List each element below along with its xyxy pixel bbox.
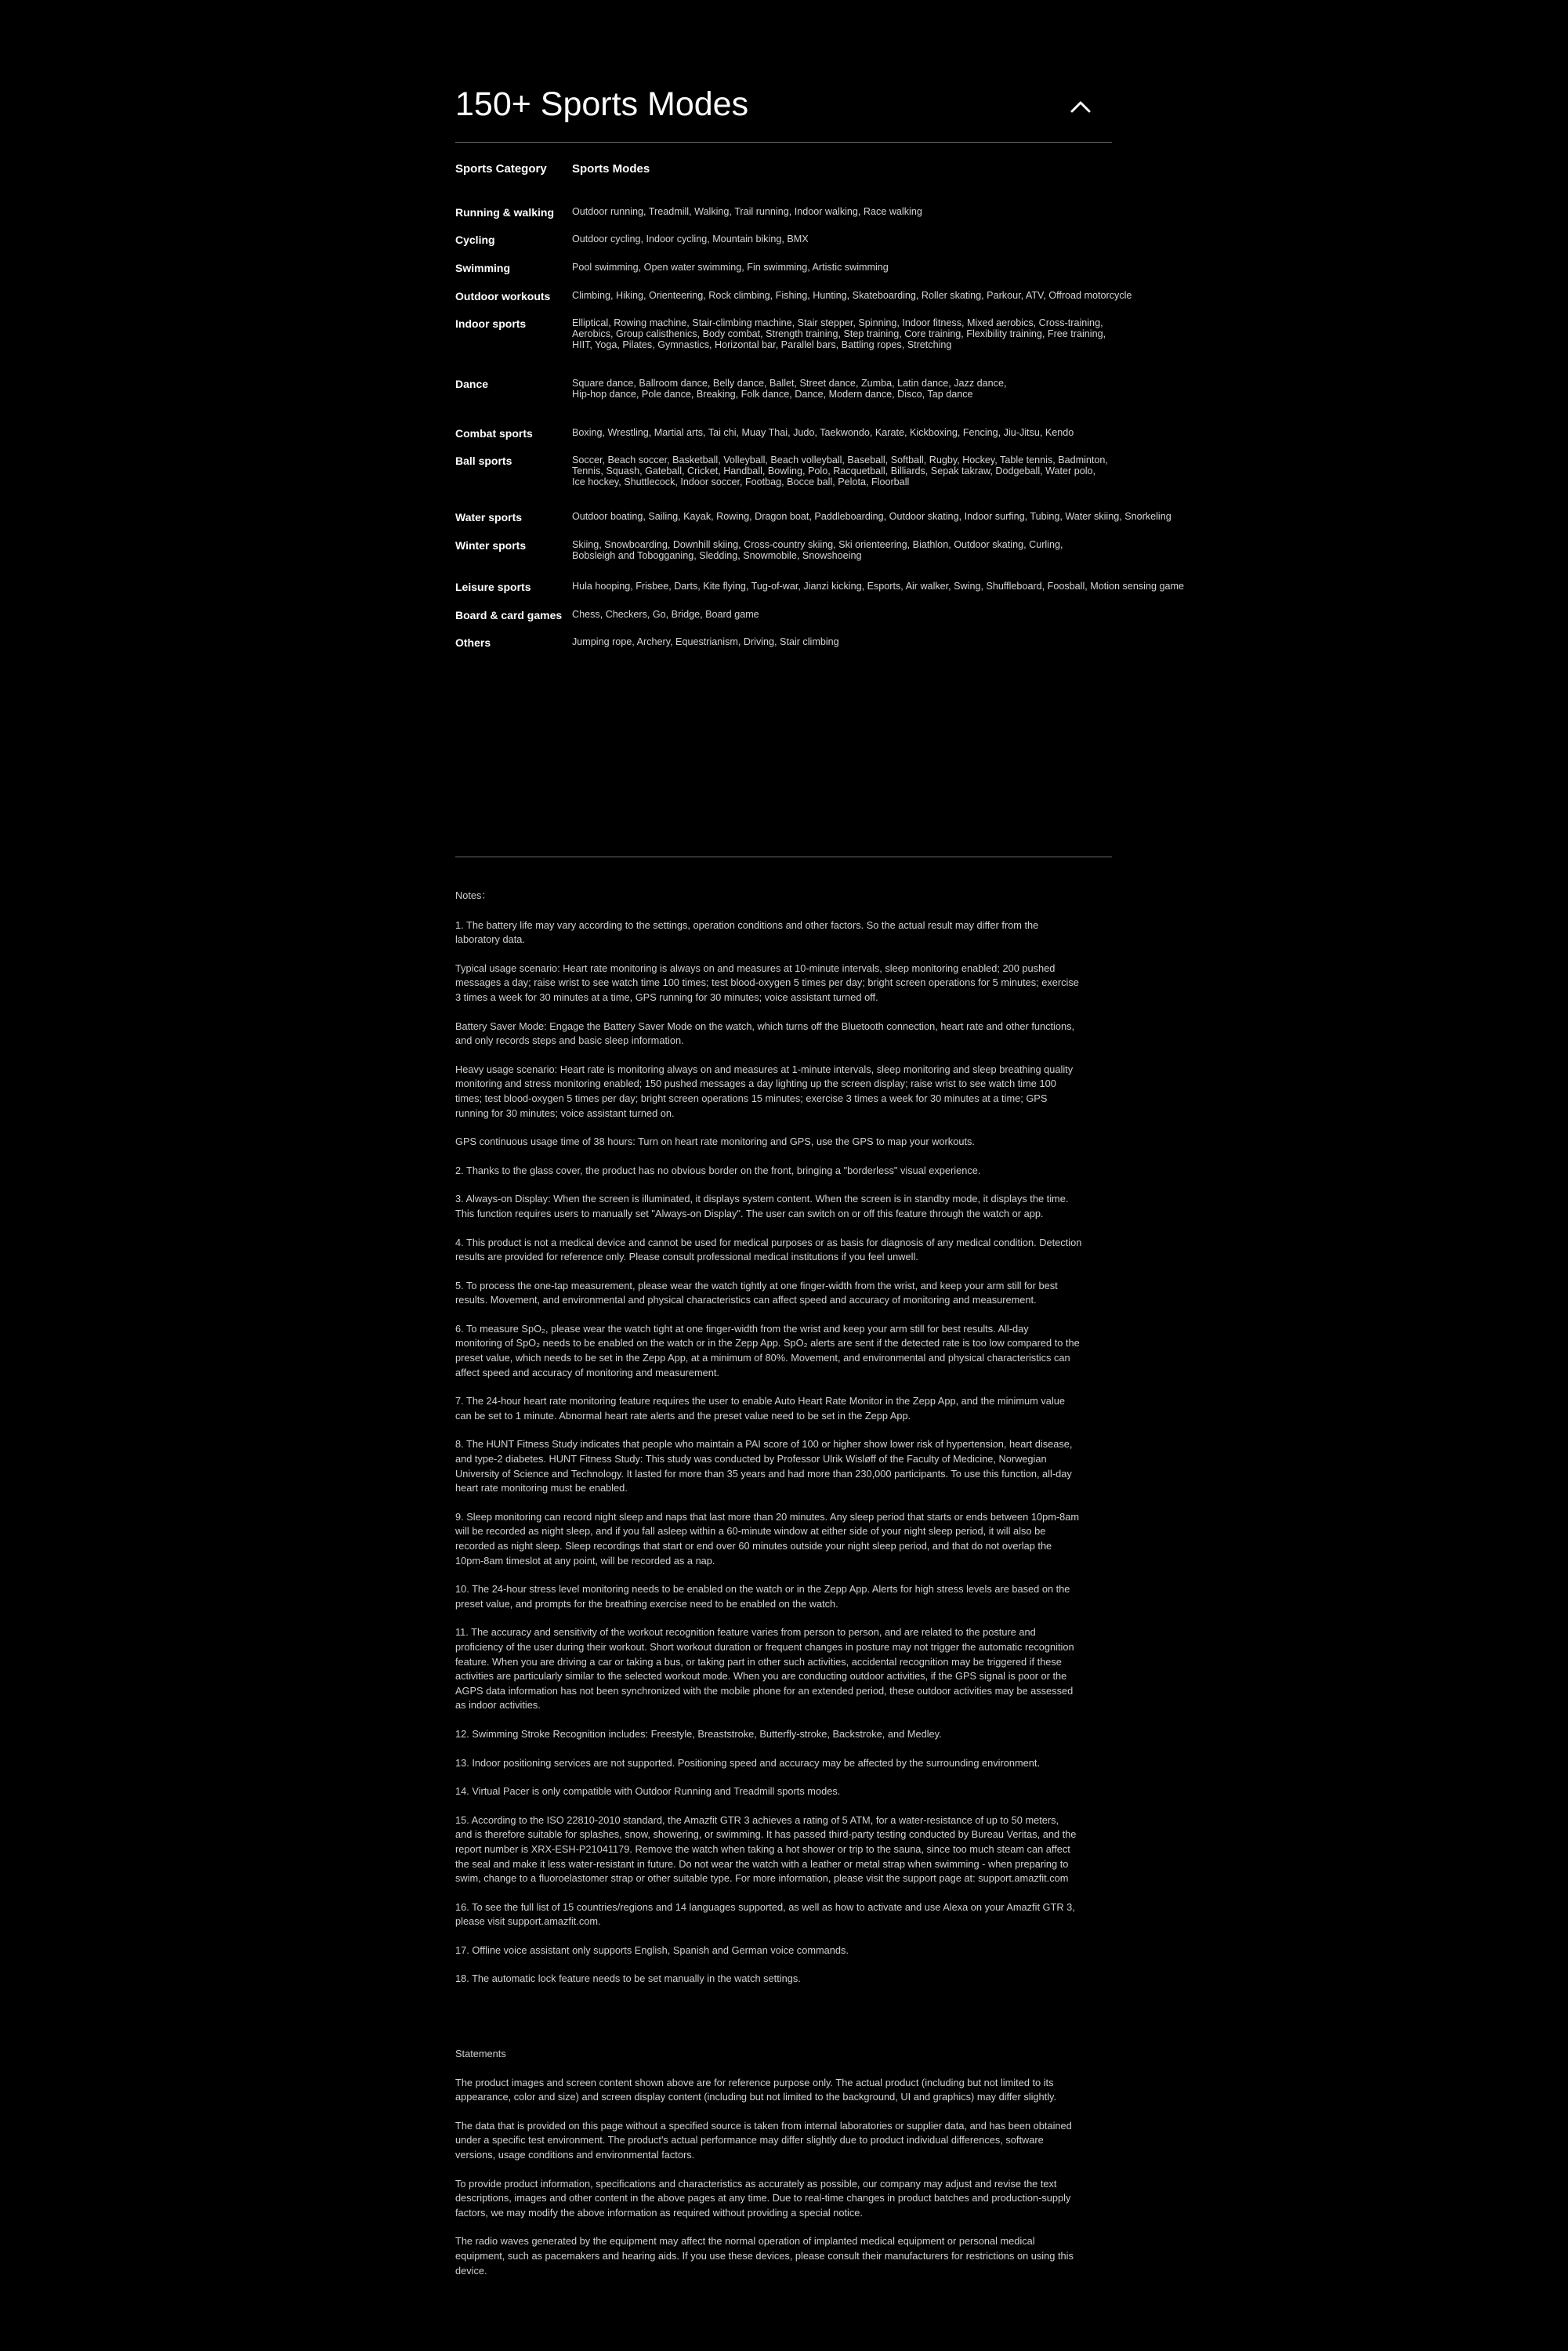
- sports-category: Cycling: [455, 234, 495, 246]
- note-paragraph: [455, 1943, 1137, 1958]
- note-line: Heavy usage scenario: Heart rate is monitoring always on and measures at 1-minute intervals, sleep monitoring and sleep breathing quality: [455, 1063, 1074, 1075]
- note-line: Battery Saver Mode: Engage the Battery Saver Mode on the watch, which turns off the Bluetooth connection, heart rate and other functions,: [455, 1020, 1075, 1032]
- note-line: times; test blood-oxygen 5 times per day; bright screen operations 15 minutes; exercise 3 times a week for 30 minutes at a time; GPS: [455, 1092, 1048, 1104]
- note-paragraph: [455, 1582, 1137, 1611]
- note-line: 3 times a week for 30 minutes at a time, GPS running for 30 minutes; voice assistant turned off.: [455, 991, 878, 1003]
- note-line: and is therefore suitable for splashes, snow, showering, or swimming. It has passed third-party testing conducted by Bureau Veritas, and the: [455, 1828, 1077, 1841]
- note-paragraph: [455, 1063, 1137, 1121]
- note-line: 5. To process the one-tap measurement, please wear the watch tightly at one finger-width from the wrist, and keep your arm still for best: [455, 1279, 1058, 1291]
- note-line: 1. The battery life may vary according to the settings, operation conditions and other factors. So the actual result may differ from the: [455, 918, 1039, 931]
- statements-heading: Statements: [455, 2048, 506, 2059]
- statement-paragraph: [455, 2177, 1137, 2221]
- sports-modes-line: HIIT, Yoga, Pilates, Gymnastics, Horizontal bar, Parallel bars, Battling ropes, Stretching: [572, 339, 952, 350]
- note-paragraph: [455, 1322, 1137, 1380]
- statement-line: factors, we may modify the above information as required without providing a special notice.: [455, 2206, 863, 2219]
- note-line: AGPS data information has not been synchronized with the mobile phone for an extended period, these outdoor activities may be assessed: [455, 1684, 1074, 1697]
- note-line: messages a day; raise wrist to see watch time 100 times; test blood-oxygen 5 times per day; bright screen operations for 5 minutes; exercise: [455, 976, 1079, 989]
- note-paragraph: [455, 1279, 1137, 1308]
- note-line: preset value, which needs to be set in the Zepp App, at a minimum of 80%. Movement, and environmental and physical characteristics can: [455, 1352, 1070, 1364]
- statement-paragraph: [455, 2234, 1137, 2278]
- sports-modes-line: Skiing, Snowboarding, Downhill skiing, Cross-country skiing, Ski orienteering, Biathlon, Outdoor skating, Curling,: [572, 539, 1063, 550]
- sports-category: Ball sports: [455, 455, 512, 467]
- sports-modes-line: Outdoor running, Treadmill, Walking, Trail running, Indoor walking, Race walking: [572, 206, 922, 217]
- note-line: GPS continuous usage time of 38 hours: Turn on heart rate monitoring and GPS, use the GPS to map your workouts.: [455, 1136, 975, 1148]
- sports-modes-line: Soccer, Beach soccer, Basketball, Volleyball, Beach volleyball, Baseball, Softball, Rugby, Hockey, Table tennis, Badminton,: [572, 455, 1108, 465]
- note-line: 8. The HUNT Fitness Study indicates that people who maintain a PAI score of 100 or higher show lower risk of hypertension, heart disease,: [455, 1438, 1073, 1451]
- sports-modes-line: Pool swimming, Open water swimming, Fin swimming, Artistic swimming: [572, 262, 889, 273]
- note-line: monitoring and stress monitoring enabled; 150 pushed messages a day lighting up the screen display; raise wrist to see watch time 100: [455, 1078, 1056, 1090]
- sports-modes-list: [572, 637, 1238, 648]
- note-line: will be recorded as night sleep, and if you fall asleep within a 60-minute window at either side of your night sleep period, it will also be: [455, 1525, 1046, 1538]
- sports-category: Outdoor workouts: [455, 290, 551, 302]
- sports-modes-line: Hip-hop dance, Pole dance, Breaking, Folk dance, Dance, Modern dance, Disco, Tap dance: [572, 388, 973, 400]
- note-paragraph: [455, 1394, 1137, 1423]
- section-header: [455, 78, 1112, 143]
- sports-category: Running & walking: [455, 206, 554, 219]
- sports-modes-list: [572, 581, 1238, 592]
- note-line: monitoring of SpO₂ needs to be enabled on the watch or in the Zepp App. SpO₂ alerts are sent if the detected rate is too low compared to the: [455, 1337, 1080, 1349]
- sports-category: Winter sports: [455, 539, 527, 552]
- note-line: 10pm-8am timeslot at any point, will be recorded as a nap.: [455, 1554, 715, 1567]
- sports-modes-line: Bobsleigh and Tobogganing, Sledding, Snowmobile, Snowshoeing: [572, 549, 862, 561]
- note-paragraph: [455, 918, 1137, 947]
- sports-modes-list: [572, 291, 1238, 302]
- statement-paragraph: [455, 2076, 1137, 2105]
- note-line: report number is XRX-ESH-P21041179. Remove the watch when taking a hot shower or trip to the sauna, since too much steam can affect: [455, 1842, 1070, 1855]
- note-line: 12. Swimming Stroke Recognition includes: Freestyle, Breaststroke, Butterfly-stroke, Backstroke, and Medley.: [455, 1727, 942, 1740]
- note-line: preset value, and prompts for the breathing exercise need to be enabled on the watch.: [455, 1597, 838, 1610]
- sports-modes-list: [572, 234, 1238, 245]
- note-line: results are provided for reference only. Please consult professional medical institutions if you feel unwell.: [455, 1251, 918, 1263]
- note-line: 4. This product is not a medical device and cannot be used for medical purposes or as basis for diagnosis of any medical condition. Detection: [455, 1236, 1082, 1248]
- note-paragraph: [455, 1164, 1137, 1179]
- sports-category: Board & card games: [455, 609, 563, 621]
- sports-modes-list: [572, 610, 1238, 621]
- note-line: 7. The 24-hour heart rate monitoring feature requires the user to enable Auto Heart Rate Monitor in the Zepp App, and the minimum value: [455, 1395, 1065, 1407]
- statement-line: To provide product information, specifications and characteristics as accurately as possible, our company may adjust and revise the text: [455, 2177, 1057, 2190]
- statement-line: equipment, such as pacemakers and hearing aids. If you use these devices, please consult their manufacturers for restrictions on using this: [455, 2249, 1074, 2262]
- note-line: swim, change to a fluoroelastomer strap or other suitable type. For more information, please visit the support page at: support.amazfit.com: [455, 1872, 1069, 1885]
- note-paragraph: [455, 1727, 1137, 1742]
- statements-section: [455, 2047, 1137, 2292]
- sports-modes-line: Hula hooping, Frisbee, Darts, Kite flying, Tug-of-war, Jianzi kicking, Esports, Air walker, Swing, Shuffleboard, Foosball, Motion sensing game: [572, 581, 1184, 592]
- sports-modes-line: Jumping rope, Archery, Equestrianism, Driving, Stair climbing: [572, 636, 839, 647]
- chevron-up-icon: [1066, 92, 1095, 121]
- note-line: Typical usage scenario: Heart rate monitoring is always on and measures at 10-minute intervals, sleep monitoring enabled; 200 pushed: [455, 962, 1056, 974]
- note-paragraph: [455, 1236, 1137, 1265]
- sports-modes-line: Square dance, Ballroom dance, Belly dance, Ballet, Street dance, Zumba, Latin dance, Jazz dance,: [572, 378, 1007, 389]
- note-line: feature. When you are driving a car or taking a bus, or taking part in other such activities, accidental recognition may be triggered if these: [455, 1655, 1062, 1668]
- statement-line: versions, usage conditions and environmental factors.: [455, 2148, 695, 2161]
- sports-modes-list: [572, 428, 1238, 439]
- note-line: 6. To measure SpO₂, please wear the watch tight at one finger-width from the wrist and keep your arm still for best results. All-day: [455, 1322, 1029, 1335]
- note-paragraph: [455, 1756, 1137, 1771]
- sports-modes-line: Outdoor cycling, Indoor cycling, Mountain biking, BMX: [572, 234, 809, 245]
- note-line: and only records steps and basic sleep information.: [455, 1034, 684, 1047]
- sports-modes-line: Elliptical, Rowing machine, Stair-climbing machine, Stair stepper, Spinning, Indoor fitness, Mixed aerobics, Cross-training,: [572, 317, 1103, 328]
- note-line: 15. According to the ISO 22810-2010 standard, the Amazfit GTR 3 achieves a rating of 5 ATM, for a water-resistance of up to 50 meters,: [455, 1813, 1059, 1826]
- sports-modes-line: Aerobics, Group calisthenics, Body combat, Strength training, Step training, Core training, Flexibility training, Free training,: [572, 328, 1106, 339]
- note-line: heart rate monitoring must be enabled.: [455, 1482, 628, 1494]
- sports-modes-list: [572, 455, 1238, 487]
- sports-modes-line: Outdoor boating, Sailing, Kayak, Rowing, Dragon boat, Paddleboarding, Outdoor skating, Indoor surfing, Tubing, Water skiing, Snorkeling: [572, 511, 1171, 522]
- sports-category: Others: [455, 636, 491, 649]
- note-line: proficiency of the user during their workout. Short workout duration or frequent changes in posture may not trigger the automatic recognition: [455, 1640, 1074, 1653]
- sports-modes-line: Chess, Checkers, Go, Bridge, Board game: [572, 609, 759, 620]
- statement-line: descriptions, images and other content in the above pages at any time. Due to real-time changes in product batches and production-supply: [455, 2192, 1071, 2204]
- sports-modes-list: [572, 512, 1238, 523]
- sports-modes-list: [572, 379, 1238, 400]
- note-line: can be set to 1 minute. Abnormal heart rate alerts and the preset value need to be set in the Zepp App.: [455, 1409, 911, 1422]
- column-header-modes: Sports Modes: [572, 162, 650, 176]
- sports-modes-line: Boxing, Wrestling, Martial arts, Tai chi, Muay Thai, Judo, Taekwondo, Karate, Kickboxing, Fencing, Jiu-Jitsu, Kendo: [572, 427, 1074, 438]
- notes-heading: Notes：: [455, 889, 492, 901]
- note-paragraph: [455, 1625, 1137, 1713]
- sports-modes-list: [572, 207, 1238, 218]
- note-line: 14. Virtual Pacer is only compatible with Outdoor Running and Treadmill sports modes.: [455, 1785, 841, 1798]
- note-line: laboratory data.: [455, 933, 525, 946]
- note-paragraph: [455, 1510, 1137, 1568]
- note-line: 13. Indoor positioning services are not supported. Positioning speed and accuracy may be affected by the surrounding environment.: [455, 1756, 1040, 1769]
- statement-line: The data that is provided on this page without a specified source is taken from internal laboratories or supplier data, and has been obtained: [455, 2119, 1072, 2132]
- note-paragraph: [455, 1192, 1137, 1221]
- statement-line: under a specific test environment. The product's actual performance may differ slightly due to product individual differences, software: [455, 2134, 1044, 2146]
- note-line: 9. Sleep monitoring can record night sleep and naps that last more than 20 minutes. Any sleep period that starts or ends between 10pm-8am: [455, 1510, 1080, 1523]
- sports-category: Combat sports: [455, 427, 533, 440]
- sports-category: Dance: [455, 378, 489, 390]
- divider: [455, 142, 1112, 143]
- note-paragraph: [455, 1020, 1137, 1049]
- sports-category: Water sports: [455, 511, 523, 523]
- sports-category: Indoor sports: [455, 317, 527, 330]
- statement-line: device.: [455, 2264, 487, 2277]
- note-paragraph: [455, 962, 1137, 1005]
- note-line: 2. Thanks to the glass cover, the product has no obvious border on the front, bringing a "borderless" visual experience.: [455, 1164, 981, 1176]
- sports-modes-list: [572, 263, 1238, 273]
- sports-modes-list: [572, 318, 1238, 350]
- note-line: recorded as night sleep. Sleep recordings that start or end over 60 minutes outside your night sleep period, and that do not overlap the: [455, 1540, 1052, 1552]
- note-line: please visit support.amazfit.com.: [455, 1915, 601, 1928]
- collapse-button[interactable]: [1066, 92, 1095, 121]
- sports-modes-list: [572, 540, 1238, 562]
- note-paragraph: [455, 1972, 1137, 1987]
- note-line: results. Movement, and environmental and physical characteristics can affect speed and accuracy of monitoring and measurement.: [455, 1294, 1037, 1306]
- note-line: the seal and make it less water-resistant in future. Do not wear the watch with a leather or metal strap when swimming - when preparing to: [455, 1857, 1069, 1870]
- sports-modes-line: Climbing, Hiking, Orienteering, Rock climbing, Fishing, Hunting, Skateboarding, Roller skating, Parkour, ATV, Offroad motorcycle: [572, 290, 1132, 301]
- note-line: running for 30 minutes; voice assistant turned on.: [455, 1107, 675, 1119]
- note-paragraph: [455, 1135, 1137, 1150]
- note-paragraph: [455, 1437, 1137, 1495]
- sports-category: Leisure sports: [455, 581, 531, 593]
- column-header-category: Sports Category: [455, 162, 547, 176]
- statement-line: appearance, color and size) and screen display content (including but not limited to the background, UI and graphics) may differ slightly.: [455, 2091, 1057, 2103]
- note-line: 11. The accuracy and sensitivity of the workout recognition feature varies from person to person, and are related to the posture and: [455, 1626, 1036, 1639]
- note-line: activities are particularly similar to the selected workout mode. When you are conducting outdoor activities, if the GPS signal is poor or the: [455, 1670, 1067, 1683]
- note-line: 18. The automatic lock feature needs to be set manually in the watch settings.: [455, 1972, 801, 1985]
- note-paragraph: [455, 1784, 1137, 1799]
- statement-paragraph: [455, 2119, 1137, 2163]
- note-paragraph: [455, 1813, 1137, 1886]
- note-line: This function requires users to manually set "Always-on Display". The user can switch on or off this feature through the watch or app.: [455, 1207, 1044, 1219]
- statement-line: The radio waves generated by the equipment may affect the normal operation of implanted medical equipment or personal medical: [455, 2235, 1035, 2248]
- statement-line: The product images and screen content shown above are for reference purpose only. The actual product (including but not limited to its: [455, 2076, 1054, 2088]
- section-title: 150+ Sports Modes: [455, 85, 749, 123]
- note-line: 3. Always-on Display: When the screen is illuminated, it displays system content. When the screen is in standby mode, it displays the time.: [455, 1193, 1069, 1205]
- note-paragraph: [455, 1900, 1137, 1929]
- sports-category: Swimming: [455, 262, 511, 274]
- note-line: as indoor activities.: [455, 1699, 541, 1712]
- note-line: affect speed and accuracy of monitoring and measurement.: [455, 1366, 719, 1378]
- note-line: 17. Offline voice assistant only supports English, Spanish and German voice commands.: [455, 1943, 849, 1956]
- note-line: and type-2 diabetes. HUNT Fitness Study: This study was conducted by Professor Ulrik Wisløff of the Faculty of Medicine, Norwegian: [455, 1453, 1047, 1465]
- note-line: University of Science and Technology. It lasted for more than 35 years and had more than 230,000 participants. To use this function, all-day: [455, 1467, 1072, 1480]
- note-line: 10. The 24-hour stress level monitoring needs to be enabled on the watch or in the Zepp App. Alerts for high stress levels are based on the: [455, 1583, 1070, 1596]
- sports-modes-line: Tennis, Squash, Gateball, Cricket, Handball, Bowling, Polo, Racquetball, Billiards, Sepak takraw, Dodgeball, Water polo,: [572, 465, 1096, 476]
- notes-section: [455, 889, 1137, 2001]
- sports-modes-line: Ice hockey, Shuttlecock, Indoor soccer, Footbag, Bocce ball, Pelota, Floorball: [572, 476, 910, 487]
- note-line: 16. To see the full list of 15 countries/regions and 14 languages supported, as well as how to activate and use Alexa on your Amazfit GTR 3,: [455, 1900, 1075, 1913]
